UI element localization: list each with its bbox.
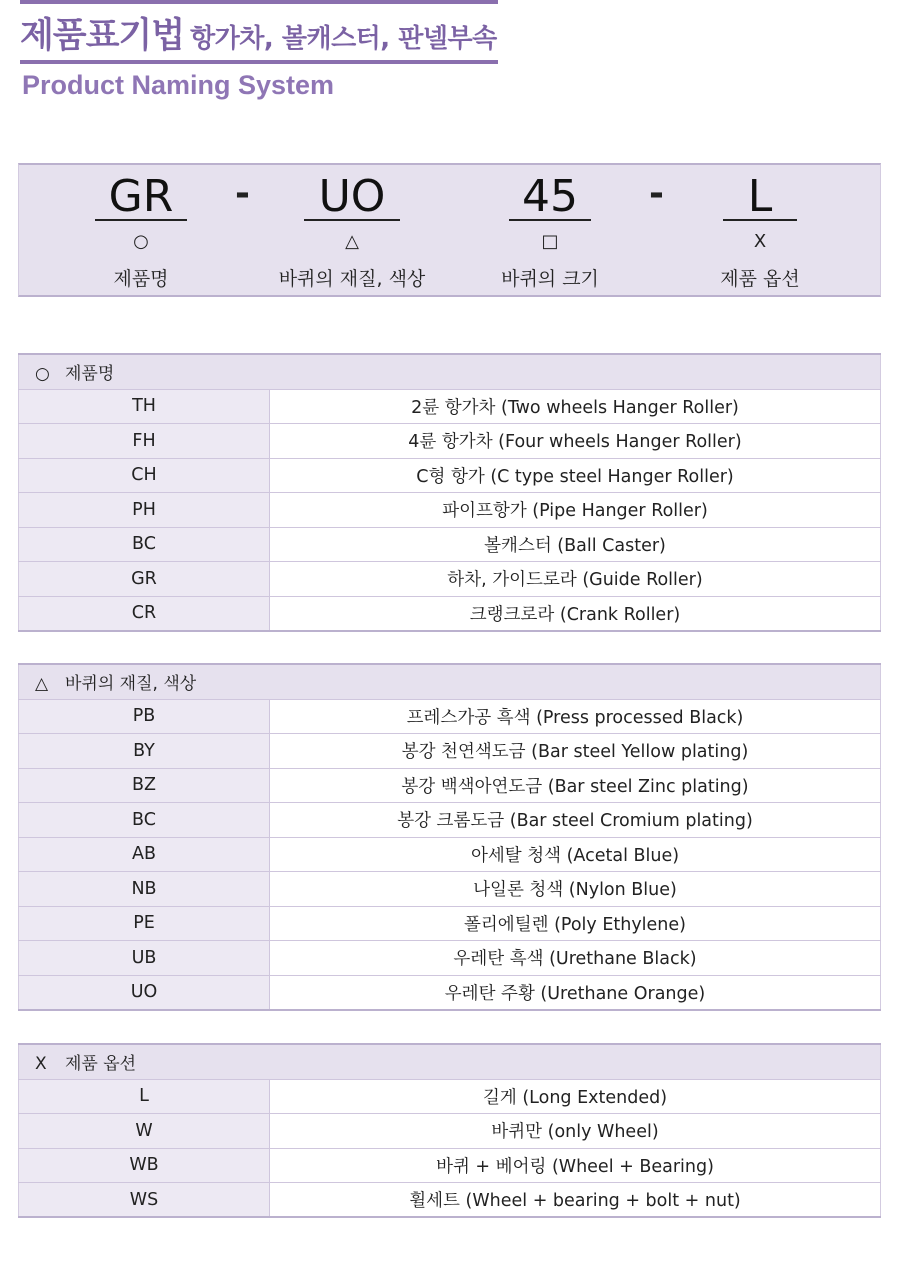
row-code: WB bbox=[19, 1148, 270, 1183]
row-code: L bbox=[19, 1079, 270, 1114]
product-option-table bbox=[18, 1043, 881, 1218]
row-code: PB bbox=[19, 699, 270, 734]
table-row bbox=[19, 1183, 881, 1218]
table-row bbox=[19, 734, 881, 769]
row-code: TH bbox=[19, 389, 270, 424]
table-row bbox=[19, 975, 881, 1010]
section-title: 바퀴의 재질, 색상 bbox=[65, 674, 197, 695]
section-header bbox=[19, 1044, 881, 1079]
row-desc: 하차, 가이드로라 (Guide Roller) bbox=[270, 562, 881, 597]
row-desc: 4륜 항가차 (Four wheels Hanger Roller) bbox=[270, 424, 881, 459]
row-desc: 2륜 항가차 (Two wheels Hanger Roller) bbox=[270, 389, 881, 424]
table-row bbox=[19, 562, 881, 597]
table-row bbox=[19, 803, 881, 838]
title-main-text: 제품표기법 bbox=[20, 16, 185, 56]
row-desc: 우레탄 흑색 (Urethane Black) bbox=[270, 941, 881, 976]
row-code: PH bbox=[19, 493, 270, 528]
table-row bbox=[19, 872, 881, 907]
row-desc: 나일론 청색 (Nylon Blue) bbox=[270, 872, 881, 907]
title-top-rule bbox=[20, 0, 498, 4]
row-desc: 폴리에틸렌 (Poly Ethylene) bbox=[270, 906, 881, 941]
row-code: WS bbox=[19, 1183, 270, 1218]
circle-symbol: ○ bbox=[35, 364, 50, 385]
x-symbol: X bbox=[753, 231, 767, 252]
code-segment-size: 45 bbox=[509, 175, 591, 221]
row-desc: 프레스가공 흑색 (Press processed Black) bbox=[270, 699, 881, 734]
row-desc: 우레탄 주황 (Urethane Orange) bbox=[270, 975, 881, 1010]
code-label-option: 제품 옵션 bbox=[720, 268, 800, 290]
row-desc: 휠세트 (Wheel + bearing + bolt + nut) bbox=[270, 1183, 881, 1218]
row-desc: 바퀴 + 베어링 (Wheel + Bearing) bbox=[270, 1148, 881, 1183]
x-symbol: X bbox=[35, 1054, 47, 1075]
triangle-symbol: △ bbox=[345, 231, 359, 252]
row-code: AB bbox=[19, 837, 270, 872]
row-desc: 볼캐스터 (Ball Caster) bbox=[270, 527, 881, 562]
table-row bbox=[19, 389, 881, 424]
row-desc: 파이프항가 (Pipe Hanger Roller) bbox=[270, 493, 881, 528]
square-symbol: □ bbox=[541, 231, 559, 252]
row-code: BZ bbox=[19, 768, 270, 803]
row-code: BY bbox=[19, 734, 270, 769]
row-code: BC bbox=[19, 803, 270, 838]
table-row bbox=[19, 458, 881, 493]
row-desc: C형 항가 (C type steel Hanger Roller) bbox=[270, 458, 881, 493]
product-name-table bbox=[18, 353, 881, 632]
section-title: 제품 옵션 bbox=[65, 1054, 137, 1075]
title-bottom-rule bbox=[20, 60, 498, 64]
row-code: UB bbox=[19, 941, 270, 976]
row-code: CR bbox=[19, 596, 270, 631]
row-desc: 바퀴만 (only Wheel) bbox=[270, 1114, 881, 1149]
code-segment-product: GR bbox=[95, 175, 187, 221]
code-label-product: 제품명 bbox=[113, 268, 169, 290]
table-row bbox=[19, 768, 881, 803]
table-row bbox=[19, 1079, 881, 1114]
table-row bbox=[19, 906, 881, 941]
row-code: NB bbox=[19, 872, 270, 907]
code-separator: - bbox=[649, 173, 664, 214]
table-row bbox=[19, 699, 881, 734]
table-row bbox=[19, 1114, 881, 1149]
code-segment-material: UO bbox=[304, 175, 400, 221]
row-code: PE bbox=[19, 906, 270, 941]
row-code: BC bbox=[19, 527, 270, 562]
code-label-size: 바퀴의 크기 bbox=[501, 268, 599, 290]
circle-symbol: ○ bbox=[133, 231, 149, 252]
triangle-symbol: △ bbox=[35, 674, 49, 695]
row-code: W bbox=[19, 1114, 270, 1149]
code-label-material: 바퀴의 재질, 색상 bbox=[278, 268, 426, 290]
row-desc: 봉강 백색아연도금 (Bar steel Zinc plating) bbox=[270, 768, 881, 803]
row-code: CH bbox=[19, 458, 270, 493]
title-sub-text: 항가차, 볼캐스터, 판넬부속 bbox=[190, 24, 497, 54]
section-title: 제품명 bbox=[65, 364, 115, 385]
code-separator: - bbox=[235, 173, 250, 214]
wheel-material-table bbox=[18, 663, 881, 1011]
page-subtitle-en: Product Naming System bbox=[22, 70, 335, 100]
row-desc: 아세탈 청색 (Acetal Blue) bbox=[270, 837, 881, 872]
row-code: UO bbox=[19, 975, 270, 1010]
row-desc: 크랭크로라 (Crank Roller) bbox=[270, 596, 881, 631]
table-row bbox=[19, 527, 881, 562]
table-row bbox=[19, 1148, 881, 1183]
code-example-box bbox=[18, 163, 881, 297]
table-row bbox=[19, 837, 881, 872]
table-row bbox=[19, 493, 881, 528]
section-header bbox=[19, 354, 881, 389]
table-row bbox=[19, 941, 881, 976]
page-title bbox=[20, 8, 497, 58]
row-desc: 봉강 천연색도금 (Bar steel Yellow plating) bbox=[270, 734, 881, 769]
row-code: GR bbox=[19, 562, 270, 597]
table-row bbox=[19, 424, 881, 459]
section-header bbox=[19, 664, 881, 699]
row-code: FH bbox=[19, 424, 270, 459]
row-desc: 길게 (Long Extended) bbox=[270, 1079, 881, 1114]
code-segment-option: L bbox=[723, 175, 797, 221]
row-desc: 봉강 크롬도금 (Bar steel Cromium plating) bbox=[270, 803, 881, 838]
table-row bbox=[19, 596, 881, 631]
